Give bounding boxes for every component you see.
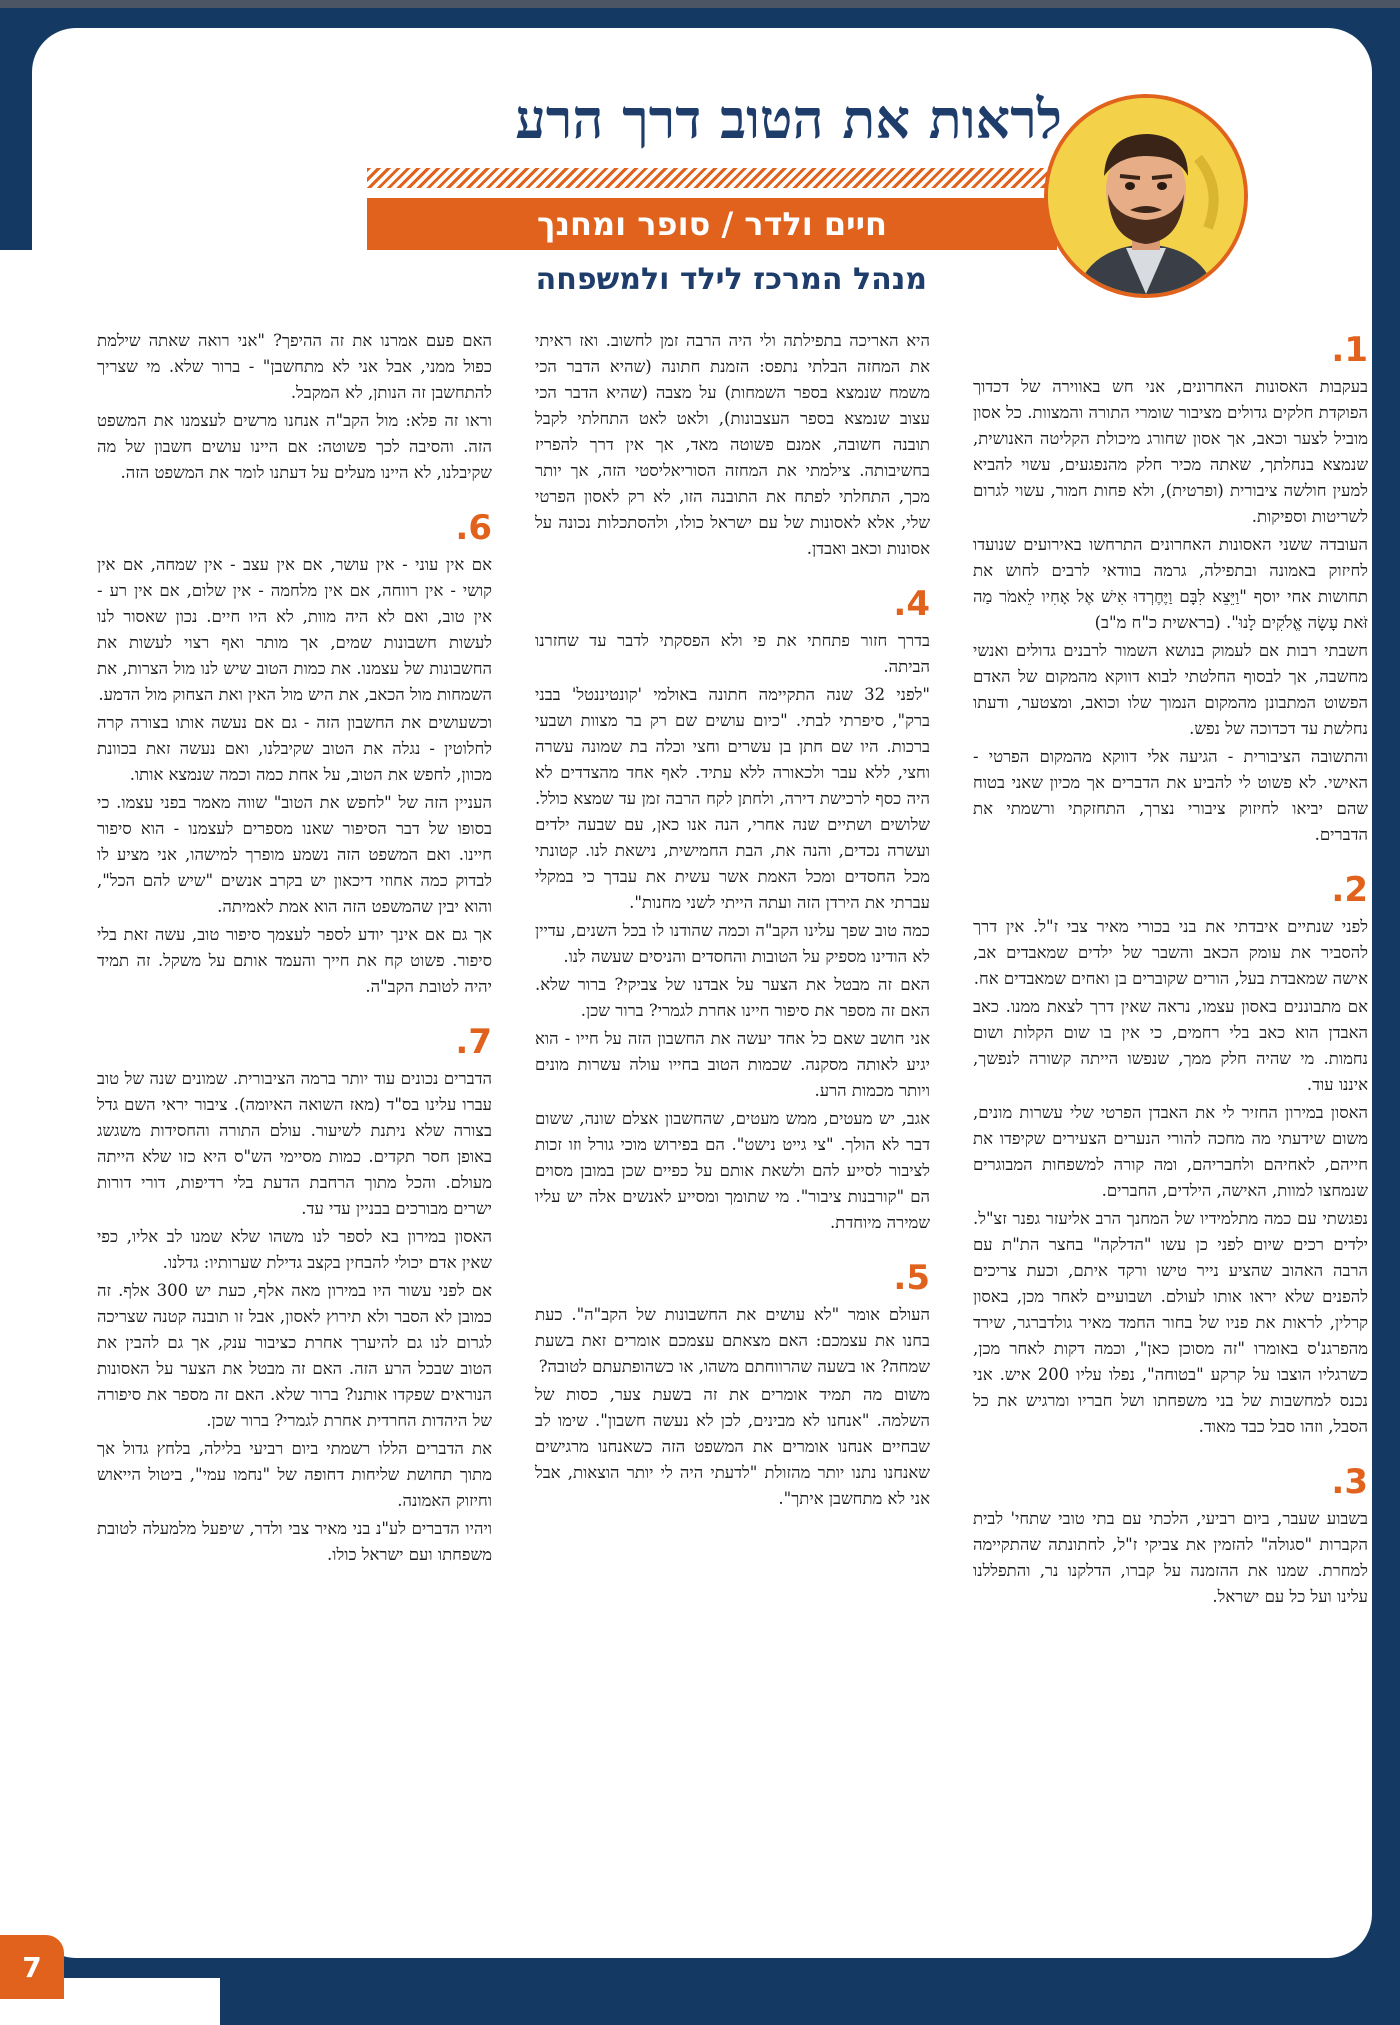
column-left: [97, 328, 492, 1958]
page-number: 7: [0, 1935, 64, 1999]
article-page: [32, 28, 1372, 1958]
paragraph: בשבוע שעבר, ביום רביעי, הלכתי עם בתי טובי שתחי' לבית הקברות "סגולה" להזמין את צביקי ז"ל, לחתונתה שהתקיימה למחרת. שמנו את ההזמנה על קברו, הדלקנו נר, והתפללנו עלינו ועל כל עם ישראל.: [973, 1509, 1368, 1606]
paragraph: אם אין עוני - אין עושר, אם אין עצב - אין שמחה, אם אין קושי - אין רווחה, אם אין מלחמה - אין שלום, אם אין רע - אין טוב, ואם לא היה מוות, לא היו חיים. נכון שאסור לנו לעשות חשבונות שמים, אך מותר ואף רצוי לעשות את החשבונות של עצמנו. את כמות הטוב שיש לנו מול הצרות, את השמחות מול הכאב, את היש מול האין ואת הצחוק מול הדמע.: [97, 555, 492, 704]
paragraph: בדרך חזור פתחתי את פי ולא הפסקתי לדבר עד שחזרנו הביתה.: [535, 631, 930, 676]
paragraph: "לפני 32 שנה התקיימה חתונה באולמי 'קונטיננטל' בבני ברק", סיפרתי לבתי. "כיום עושים שם רק בר מצוות ושבעי ברכות. היו שם חתן בן עשרים וחצי וכלה בת שמונה עשרה וחצי, ללא עבר ולכאורה ללא עתיד. לאף אחד מהצדדים לא היה כסף לרכישת דירה, ולחתן לקח הרבה זמן עד שמצא כולל. שלושים ושתיים שנה אחרי, הנה אנו כאן, עם שבעה ילדים ועשרה נכדים, והנה את, הבת החמישית, נישאת לנו. קטונתי מכל החסדים ומכל האמת אשר עשית את עבדך כי במקלי עברתי את הירדן הזה ועתה הייתי לשני מחנות".: [535, 685, 930, 912]
article-columns: [96, 328, 1368, 1958]
paragraph: האם זה מבטל את הצער על אבדנו של צביקי? ברור שלא. האם זה מספר את סיפור חיינו אחרת לגמרי? ברור שכן.: [535, 975, 930, 1020]
author-bar: חיים ולדר / סופר ומחנך: [367, 198, 1057, 250]
paragraph: אגב, יש מעטים, ממש מעטים, שהחשבון אצלם שונה, ששום דבר לא הולך. "צי גייט נישט". הם בפירוש מוכי גורל וזו זכות לציבור לסייע להם ולשאת אותם על כפיים שכן במובן מסוים הם "קורבנות ציבור". מי שתומך ומסייע לאנשים אלה יש עליו שמירה מיוחדת.: [535, 1109, 930, 1232]
paragraph: האם פעם אמרנו את זה ההיפך? "אני רואה שאתה שילמת כפול ממני, אבל אני לא מתחשבן" - ברור שלא. מי שצריך להתחשבן זה הנותן, לא המקבל.: [97, 331, 492, 402]
paragraph: האסון במירון בא לספר לנו משהו שלא שמנו לב אליו, כפי שאין אדם יכולי להבחין בקצב גדילת שערותיו: גדלנו.: [97, 1227, 492, 1272]
paragraph: חשבתי רבות אם לעמוק בנושא השמור לרבנים גדולים ואנשי מחשבה, אך לבסוף החלטתי לבוא דווקא מהמקום של האדם הפשוט המתבונן מהמקום הנמוך שלו וכואב, ומצטער, ודעתו נחלשת עד דכדוכה של נפש.: [973, 641, 1368, 738]
paragraph: הדברים נכונים עוד יותר ברמה הציבורית. שמונים שנה של טוב עברו עלינו בס"ד (מאז השואה האיומה). ציבור יראי השם גדל בצורה שלא ניתנת לשיעור. עולם התורה והחסידות משגשג באופן חסר תקדים. כמות מסיימי הש"ס היא כזו שלא הייתה מעולם. והכל מתוך הרחבת הדעת בלי רדיפות, דורי דורות ישרים מבורכים בבניין עדי עד.: [97, 1069, 492, 1218]
top-strip: [0, 0, 1400, 8]
paragraph: אני חושב שאם כל אחד יעשה את החשבון הזה על חייו - הוא יגיע לאותה מסקנה. שכמות הטוב בחייו עולה עשרות מונים ויותר מכמות הרע.: [535, 1029, 930, 1100]
decorative-hatch: [367, 168, 1047, 188]
section-number: 1.: [1331, 330, 1368, 370]
paragraph: משום מה תמיד אומרים את זה בשעת צער, כסות של השלמה. "אנחנו לא מבינים, לכן לא נעשה חשבון". שימו לב שבחיים אנחנו אומרים את המשפט הזה כשאנחנו מרגישים שאנחנו נתנו יותר מהזולת "לדעתי היה לי יותר הוצאות, אבל אני לא מתחשבן איתך".: [535, 1385, 930, 1508]
section-number: 5.: [893, 1258, 930, 1298]
section-number: 2.: [1331, 870, 1368, 910]
column-middle: [535, 328, 930, 1958]
paragraph: נפגשתי עם כמה מתלמידיו של המחנך הרב אליעזר גפנר זצ"ל. ילדים רכים שיום לפני כן עשו "הדלקה" בחצר הת"ת עם הרבה האהוב שהציע נייר טישו ורקד איתם, וכעת צריכים להפנים שלא יראו אותו לעולם. ושבועיים לאחר מכן, באסון קרלין, לראות את פניו של בחור החמד מאיר גולדברגר, שירד מהפרגנ'ס באומרו "זה מסוכן כאן", וכמה דקות לאחר מכן, כשרגליו הוצבו על קרקע "בטוחה", נפלו עליו 200 איש. אני נכנס למחשבות של בני משפחתו ושל חבריו ומרגיש את כל הסבל, וזהו סבל כבד מאוד.: [973, 1209, 1368, 1436]
column-right: [973, 328, 1368, 1958]
article-title: לראות את הטוב דרך הרע: [515, 87, 1062, 151]
paragraph: ויהיו הדברים לע"נ בני מאיר צבי ולדר, שיפעל מלמעלה לטובת משפחתו ועם ישראל כולו.: [97, 1519, 492, 1564]
paragraph: העובדה ששני האסונות האחרונים התרחשו באירועים שנועדו לחיזוק באמונה ובתפילה, גרמה בוודאי לרבים לחוש את תחושות אחי יוסף "וַיֵּצֵא לִבָּם וַיֶּחֶרְדוּ אִישׁ אֶל אָחִיו לֵאמֹר מַה זֹּאת עָשָׂה אֱלֹקִים לָנוּ". (בראשית כ"ח מ"ב): [973, 535, 1368, 632]
paragraph: האסון במירון החזיר לי את האבדן הפרטי שלי עשרות מונים, משום שידעתי מה מחכה להורי הנערים הצעירים שקיפדו את חייהם, לאחיהם ולחבריהם, ומה קורה למשפחות המבוגרים שנמחצו למוות, האישה, הילדים, החברים.: [973, 1103, 1368, 1200]
paragraph: אם לפני עשור היו במירון מאה אלף, כעת יש 300 אלף. זה כמובן לא הסבר ולא תירוץ לאסון, אבל זו תובנה קטנה שצריכה לגרום לנו גם להיערך אחרת כציבור ענק, אך גם להבין את הטוב שבכל הרע הזה. האם זה מבטל את הצער על האסונות הנוראים שפקדו אותנו? ברור שלא. האם זה מספר את סיפורה של היהדות החרדית אחרת לגמרי? ברור שכן.: [97, 1281, 492, 1430]
section-number: 6.: [455, 508, 492, 548]
paragraph: אם מתבוננים באסון עצמו, נראה שאין דרך לצאת ממנו. כאב האבדן הוא כאב בלי רחמים, כי אין בו שום הקלות ושום נחמות. מי שהיה חלק ממך, שנפשו הייתה קשורה לנפשך, איננו עוד.: [973, 997, 1368, 1094]
paragraph: וראו זה פלא: מול הקב"ה אנחנו מרשים לעצמנו את המשפט הזה. והסיבה לכך פשוטה: אם היינו עושים חשבון של מה שקיבלנו, לא היינו מעלים על דעתנו לומר את המשפט הזה.: [97, 411, 492, 482]
paragraph: בעקבות האסונות האחרונים, אני חש באווירה של דכדוך הפוקדת חלקים גדולים מציבור שומרי התורה והמצוות. כל אסון מוביל לצער וכאב, אך אסון שחורג מיכולת הקליטה האנושית, שנמצא בנחלתך, שאתה מכיר חלק מהנפגעים, עשוי להביא למעין חולשה ציבורית (ופרטית), ולא פחות חמור, עשוי לגרום לשריטות וספיקות.: [973, 377, 1368, 526]
section-number: 3.: [1331, 1462, 1368, 1502]
author-subtitle: מנהל המרכז לילד ולמשפחה: [535, 262, 927, 297]
paragraph: היא האריכה בתפילתה ולי היה הרבה זמן לחשוב. ואז ראיתי את המחזה הבלתי נתפס: הזמנת חתונה (שהיא הדבר הכי משמח שנמצא בספר השמחות) על מצבה (שהיא הדבר הכי עצוב שנמצא בספר העצבונות), ולאט לאט התחלתי לקבל תובנה חשובה, אמנם פשוטה מאד, אך אין דרך להפריז בחשיבותה. צילמתי את המחזה הסוריאליסטי הזה, אך יותר מכך, התחלתי לפתח את התובנה הזו, לא רק לאסון הפרטי שלי, אלא לאסונות של עם ישראל כולו, ולהסתכלות נכונה על אסונות וכאב ואבדן.: [535, 331, 930, 558]
section-number: 7.: [455, 1022, 492, 1062]
paragraph: כמה טוב שפך עלינו הקב"ה וכמה שהודנו לו בכל השנים, עדיין לא הודינו מספיק על הטובות והחסדים והניסים שעשה לנו.: [535, 921, 930, 966]
paragraph: העולם אומר "לא עושים את החשבונות של הקב"ה". כעת בחנו את עצמכם: האם מצאתם עצמכם אומרים זאת בשעת שמחה? או בשעה שהרווחתם משהו, או כשהופתעתם לטובה?: [535, 1305, 930, 1376]
paragraph: העניין הזה של "לחפש את הטוב" שווה מאמר בפני עצמו. כי בסופו של דבר הסיפור שאנו מספרים לעצמנו - הוא סיפור חיינו. ואם המשפט הזה נשמע מופרך למישהו, אני מציע לו לבדוק כמה אחוזי דיכאון יש בקרב אנשים "שיש להם הכל", והוא יבין שהמשפט הזה הוא אמת לאמיתה.: [97, 793, 492, 916]
paragraph: לפני שנתיים איבדתי את בני בכורי מאיר צבי ז"ל. אין דרך להסביר את עומק הכאב והשבר של ילדים שמאבדים אב, אישה שמאבדת בעל, הורים שקוברים בן ואחים שמאבדים אח.: [973, 917, 1368, 988]
paragraph: אך גם אם אינך יודע לספר לעצמך סיפור טוב, עשה זאת בלי סיפור. פשוט קח את חייך והעמד אותם על משקל. זה תמיד יהיה לטובת הקב"ה.: [97, 925, 492, 996]
section-number: 4.: [893, 584, 930, 624]
paragraph: וכשעושים את החשבון הזה - גם אם נעשה אותו בצורה קרה לחלוטין - נגלה את הטוב שקיבלנו, ואם נעשה זאת בכוונת מכוון, לחפש את הטוב, על אחת כמה וכמה שנמצא אותו.: [97, 713, 492, 784]
avatar-illustration: [1048, 98, 1244, 294]
paragraph: והתשובה הציבורית - הגיעה אלי דווקא מהמקום הפרטי - האישי. לא פשוט לי להביע את הדברים אך מכיון שאני בטוח שהם יביאו לחיזוק ציבורי נצרך, התחזקתי ורשמתי את הדברים.: [973, 747, 1368, 844]
author-avatar: [1044, 94, 1248, 298]
paragraph: את הדברים הללו רשמתי ביום רביעי בלילה, בלחץ גדול אך מתוך תחושת שליחות דחופה של "נחמו עמי", ביטול הייאוש וחיזוק האמונה.: [97, 1439, 492, 1510]
